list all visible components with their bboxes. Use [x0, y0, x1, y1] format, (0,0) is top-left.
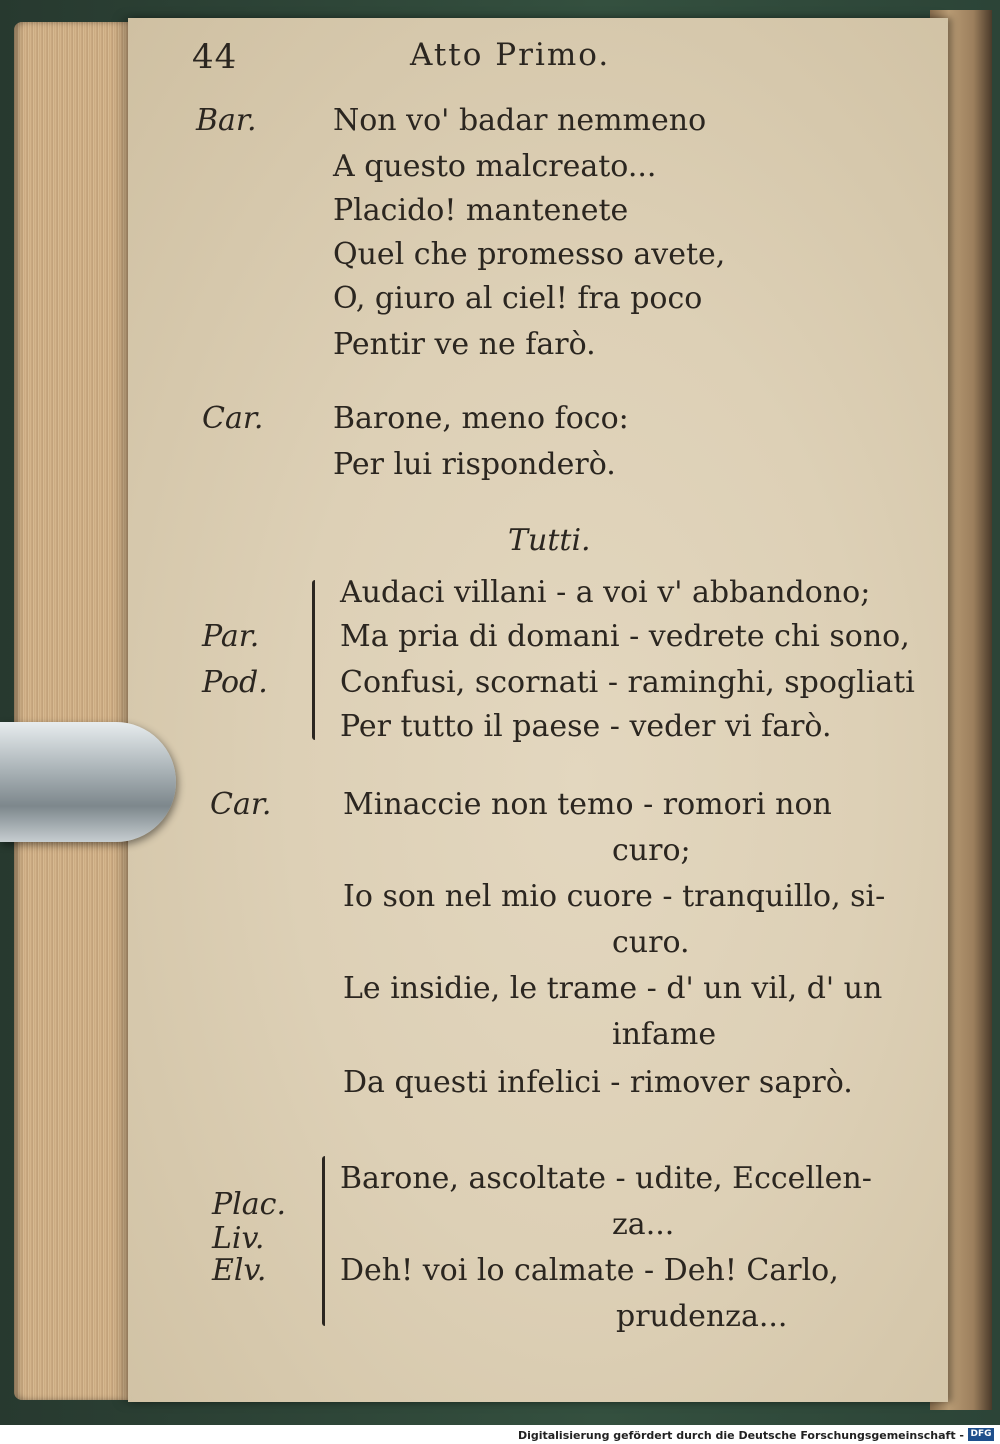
verse-line: Confusi, scornati - raminghi, spogliati	[340, 665, 915, 700]
book-page-edges	[14, 22, 144, 1400]
running-title: Atto Primo.	[410, 37, 611, 73]
verse-line: Ma pria di domani - vedrete chi sono,	[340, 619, 910, 654]
book-page	[128, 18, 948, 1402]
verse-line-turnover: prudenza...	[616, 1299, 788, 1334]
verse-line: A questo malcreato...	[333, 149, 657, 184]
verse-line: Per lui risponderò.	[333, 447, 616, 482]
speaker-label: Car.	[202, 401, 264, 436]
verse-line: Le insidie, le trame - d' un vil, d' un	[343, 971, 883, 1006]
verse-line: Audaci villani - a voi v' abbandono;	[340, 575, 871, 610]
digitization-credit: Digitalisierung gefördert durch die Deutsche Forschungsgemeinschaft -	[517, 1429, 964, 1442]
verse-line: Quel che promesso avete,	[333, 237, 726, 272]
verse-line: Barone, ascoltate - udite, Eccellen-	[340, 1161, 872, 1196]
page-clip	[0, 722, 176, 842]
speaker-brace	[312, 580, 315, 740]
verse-line: Minaccie non temo - romori non	[343, 787, 832, 822]
verse-line: O, giuro al ciel! fra poco	[333, 281, 703, 316]
verse-line: Barone, meno foco:	[333, 401, 629, 436]
speaker-label: Plac.	[212, 1187, 287, 1222]
verse-line-turnover: curo.	[612, 925, 690, 960]
speaker-label: Liv.	[212, 1221, 265, 1256]
verse-line: Deh! voi lo calmate - Deh! Carlo,	[340, 1253, 839, 1288]
verse-line: Placido! mantenete	[333, 193, 629, 228]
verse-line: Non vo' badar nemmeno	[333, 103, 707, 138]
verse-line: Da questi infelici - rimover saprò.	[343, 1065, 853, 1100]
speaker-brace	[322, 1156, 325, 1326]
ensemble-heading: Tutti.	[508, 523, 591, 558]
verse-line-turnover: infame	[612, 1017, 717, 1052]
verse-line: Io son nel mio cuore - tranquillo, si-	[343, 879, 886, 914]
speaker-label: Bar.	[196, 103, 257, 138]
verse-line: Pentir ve ne farò.	[333, 327, 596, 362]
verse-line-turnover: curo;	[612, 833, 691, 868]
speaker-label: Par.	[202, 619, 260, 654]
speaker-label: Elv.	[212, 1253, 267, 1288]
verse-line: Per tutto il paese - veder vi farò.	[340, 709, 832, 744]
speaker-label: Car.	[210, 787, 272, 822]
speaker-label: Pod.	[202, 665, 268, 700]
dfg-logo: DFG	[968, 1428, 994, 1441]
verse-line-turnover: za...	[612, 1207, 675, 1242]
page-number: 44	[192, 37, 238, 77]
